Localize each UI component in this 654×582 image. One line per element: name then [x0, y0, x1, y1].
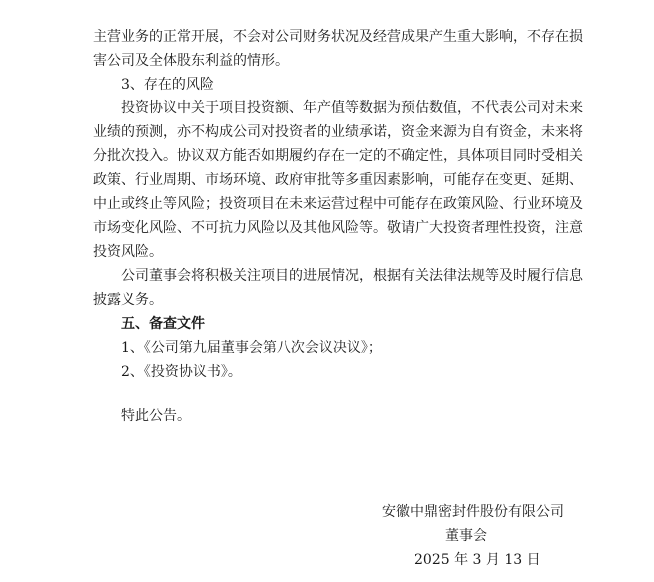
notice-text: 特此公告。: [121, 408, 191, 424]
para-top-line-2: 害公司及全体股东利益的情形。: [93, 53, 289, 69]
file-item-2: 2、《投资协议书》。: [121, 364, 242, 380]
board-para-line-2: 披露义务。: [93, 292, 163, 308]
signature-board: 董事会: [445, 528, 487, 544]
risk-para-line-1: 投资协议中关于项目投资额、年产值等数据为预估数值，不代表公司对未来: [121, 100, 583, 116]
para-top-line-1: 主营业务的正常开展，不会对公司财务状况及经营成果产生重大影响，不存在损: [93, 29, 583, 45]
signature-company: 安徽中鼎密封件股份有限公司: [382, 504, 564, 520]
section-heading: 五、备查文件: [121, 316, 205, 332]
board-para-line-1: 公司董事会将积极关注项目的进展情况，根据有关法律法规等及时履行信息: [121, 268, 583, 284]
signature-date: 2025 年 3 月 13 日: [414, 552, 541, 568]
risk-para-line-4: 政策、行业周期、市场环境、政府审批等多重因素影响，可能存在变更、延期、: [93, 172, 583, 188]
risk-heading: 3、存在的风险: [121, 77, 214, 93]
risk-para-line-7: 投资风险。: [93, 244, 163, 260]
file-item-1: 1、《公司第九届董事会第八次会议决议》；: [121, 340, 382, 356]
risk-para-line-2: 业绩的预测，亦不构成公司对投资者的业绩承诺，资金来源为自有资金，未来将: [93, 124, 583, 140]
risk-para-line-3: 分批次投入。协议双方能否如期履约存在一定的不确定性，具体项目同时受相关: [93, 148, 583, 164]
risk-para-line-6: 市场变化风险、不可抗力风险以及其他风险等。敬请广大投资者理性投资，注意: [93, 220, 583, 236]
risk-para-line-5: 中止或终止等风险；投资项目在未来运营过程中可能存在政策风险、行业环境及: [93, 196, 583, 212]
